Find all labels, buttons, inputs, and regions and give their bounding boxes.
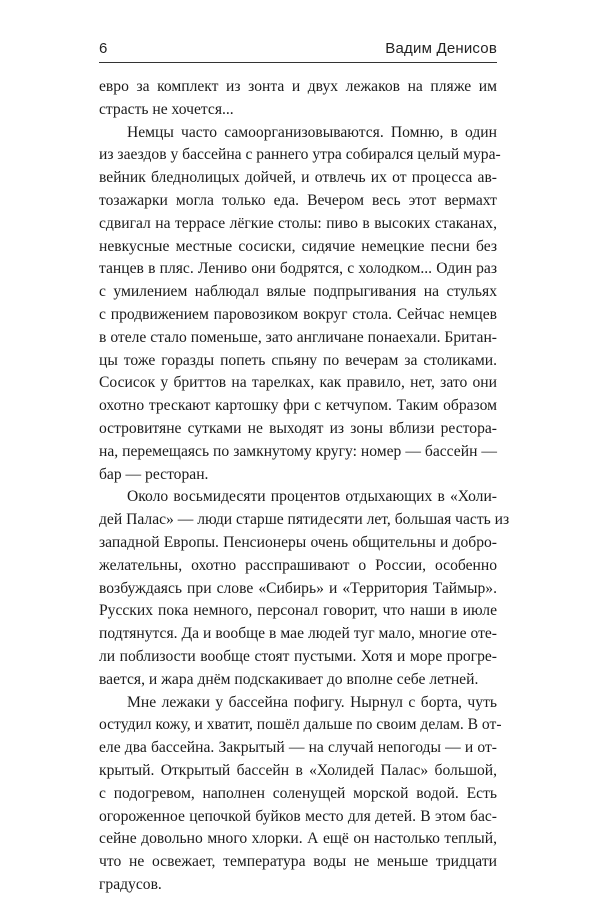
text-line: вается, и жара днём подскакивает до вполне себе летней. xyxy=(99,670,479,688)
body-text xyxy=(99,76,510,897)
text-line: евро за комплект из зонта и двух лежаков на пляже им xyxy=(99,78,497,95)
paragraph xyxy=(99,122,501,487)
text-line: с умилением наблюдал вялые подпрыгивания на стульях xyxy=(99,283,497,301)
text-line: островитяне сутками не выходят из зоны вблизи рестора- xyxy=(99,419,497,437)
text-line: западной Европы. Пенсионеры очень общительны и добро- xyxy=(99,533,497,551)
text-line: с подогревом, наполнен соленущей морской водой. Есть xyxy=(99,784,497,802)
text-line: дей Палас» — люди старше пятидесяти лет, большая часть из xyxy=(99,511,510,529)
text-line: желательны, охотно расспрашивают о России, особенно xyxy=(99,556,497,574)
text-line: Русских пока немного, персонал говорит, что наши в июле xyxy=(99,602,497,620)
text-line: что не освежает, температура воды не меньше тридцати xyxy=(99,853,497,871)
text-line: остудил кожу, и хватит, пошёл дальше по своим делам. В от- xyxy=(99,716,502,734)
running-head-author: Вадим Денисов xyxy=(385,40,497,57)
text-line: танцев в пляс. Лениво они бодрятся, с холодком... Один раз xyxy=(99,260,497,278)
text-line: сдвигал на террасе лёгкие столы: пиво в высоких стаканах, xyxy=(99,214,497,232)
text-line: с продвижением паровозиком вокруг стола. Сейчас немцев xyxy=(99,305,497,323)
text-line: Мне лежаки у бассейна пофигу. Нырнул с борта, чуть xyxy=(127,693,497,711)
text-line: подтянутся. Да и вообще в мае людей туг мало, многие оте- xyxy=(99,625,497,643)
text-line: из заездов у бассейна с раннего утра собирался целый мура- xyxy=(99,146,501,164)
text-line: еле два бассейна. Закрытый — на случай непогоды — и от- xyxy=(99,739,497,757)
text-line: возбуждаясь при слове «Сибирь» и «Территория Таймыр». xyxy=(99,579,497,597)
page-number: 6 xyxy=(99,40,108,57)
text-line: цы тоже горазды попеть спьяну по вечерам за столиками. xyxy=(99,351,497,369)
text-line: Около восьмидесяти процентов отдыхающих в «Холи- xyxy=(127,488,497,506)
text-line: Немцы часто самоорганизовываются. Помню, в один xyxy=(127,123,497,141)
text-line: тозажарки могла только еда. Вечером весь этот вермахт xyxy=(99,191,497,209)
text-line: бар — ресторан. xyxy=(99,465,209,483)
text-line: крытый. Открытый бассейн в «Холидей Палас» большой, xyxy=(99,761,497,779)
paragraph xyxy=(99,486,510,691)
text-line: в отеле стало поменьше, зато англичане понаехали. Британ- xyxy=(99,328,497,346)
text-line: охотно трескают картошку фри с кетчупом. Таким образом xyxy=(99,397,497,415)
paragraph xyxy=(99,76,497,122)
text-line: вейник бледнолицых дойчей, и отвлечь их от процесса ав- xyxy=(99,169,497,187)
paragraph xyxy=(99,692,502,897)
text-line: ли поблизости вообще стоят пустыми. Хотя и море прогре- xyxy=(99,647,497,665)
text-line: сейне довольно много хлорки. А ещё он настолько теплый, xyxy=(99,830,497,848)
text-line: невкусные местные сосиски, сидячие немецкие песни без xyxy=(99,237,497,255)
running-head xyxy=(99,40,497,63)
text-line: Сосисок у бриттов на тарелках, как правило, нет, зато они xyxy=(99,374,497,392)
text-line: страсть не хочется... xyxy=(99,100,234,118)
text-line: на, перемещаясь по замкнутому кругу: номер — бассейн — xyxy=(99,442,497,460)
text-line: градусов. xyxy=(99,875,162,893)
text-line: огороженное цепочкой буйков место для детей. В этом бас- xyxy=(99,807,497,825)
